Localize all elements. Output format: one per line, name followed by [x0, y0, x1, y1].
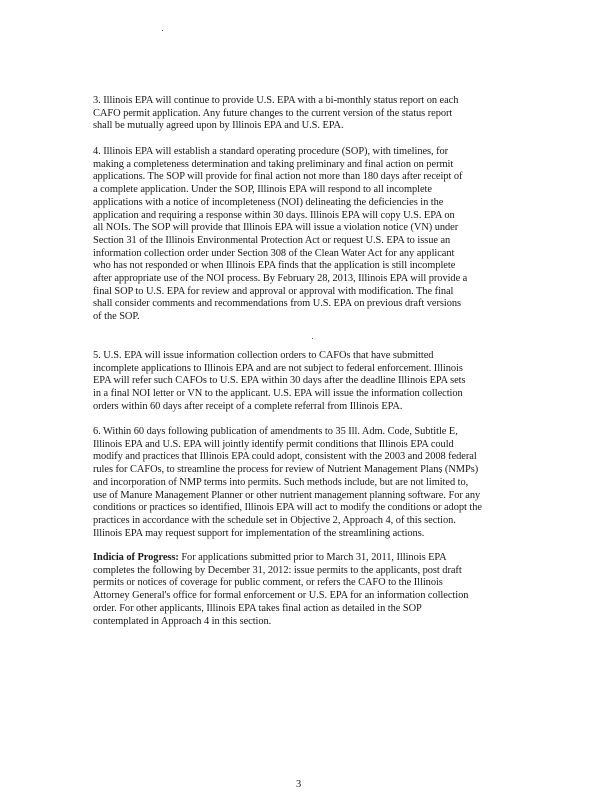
paragraph-line: application and requiring a response within 30 days. Illinois EPA will copy U.S. EPA on — [93, 209, 455, 221]
paragraph-line: who has not responded or when Illinois EPA finds that the application is still incomplete — [93, 260, 456, 272]
scan-speck — [162, 30, 163, 31]
paragraph-line: of the SOP. — [93, 311, 140, 323]
paragraph-line: Section 31 of the Illinois Environmental Protection Act or request U.S. EPA to issue an — [93, 234, 451, 246]
paragraph-line: applications with a notice of incompleteness (NOI) delineating the deficiencies in the — [93, 196, 444, 208]
paragraph-line: contemplated in Approach 4 in this section. — [93, 615, 272, 627]
paragraph-line: shall be mutually agreed upon by Illinois EPA and U.S. EPA. — [93, 120, 344, 132]
paragraph-line: making a completeness determination and taking preliminary and final action on permit — [93, 158, 454, 170]
paragraph-line: order. For other applicants, Illinois EPA takes final action as detailed in the SOP — [93, 602, 422, 614]
indicia-line-first: For applications submitted prior to March 31, 2011, Illinois EPA — [178, 552, 447, 563]
paragraph-4 — [93, 146, 523, 324]
paragraph-line: 3. Illinois EPA will continue to provide U.S. EPA with a bi-monthly status report on each — [93, 95, 459, 106]
paragraph-line: conditions or practices so identified, Illinois EPA will act to modify the conditions or adopt the — [93, 502, 482, 514]
paragraph-6 — [93, 426, 523, 540]
paragraph-line: information collection order under Section 308 of the Clean Water Act for any applicant — [93, 247, 455, 259]
paragraph-line: and incorporation of NMP terms into permits. Such methods include, but are not limited to, — [93, 476, 469, 488]
paragraph-line: incomplete applications to Illinois EPA and are not subject to federal enforcement. Illinois — [93, 362, 463, 374]
paragraph-line: permits or notices of coverage for public comment, or refers the CAFO to the Illinois — [93, 577, 443, 589]
paragraph-line: orders within 60 days after receipt of a complete referral from Illinois EPA. — [93, 400, 403, 412]
paragraph-line: completes the following by December 31, 2012: issue permits to the applicants, post draft — [93, 564, 462, 576]
paragraph-line: 5. U.S. EPA will issue information collection orders to CAFOs that have submitted — [93, 350, 434, 361]
paragraph-line: CAFO permit application. Any future changes to the current version of the status report — [93, 107, 453, 119]
paragraph-5 — [93, 350, 523, 414]
paragraph-line: Attorney General's office for formal enforcement or U.S. EPA for an information collection — [93, 590, 469, 602]
paragraph-line: all NOIs. The SOP will provide that Illinois EPA will issue a violation notice (VN) under — [93, 222, 459, 234]
page-number: 3 — [296, 779, 302, 790]
paragraph-line: after appropriate use of the NOI process. By February 28, 2013, Illinois EPA will provide a — [93, 273, 468, 285]
scan-speck — [312, 338, 313, 339]
paragraph-line: Illinois EPA may request support for implementation of the streamlining actions. — [93, 527, 425, 539]
paragraph-line: modify and practices that Illinois EPA could adopt, consistent with the 2003 and 2008 federal — [93, 451, 477, 463]
paragraph-line: 4. Illinois EPA will establish a standard operating procedure (SOP), with timelines, for — [93, 146, 449, 157]
paragraph-line: final SOP to U.S. EPA for review and approval or approval with modification. The final — [93, 285, 454, 297]
paragraph-line: shall consider comments and recommendations from U.S. EPA on previous draft versions — [93, 298, 461, 310]
paragraph-line: rules for CAFOs, to streamline the process for review of Nutrient Management Plans (NMPs) — [93, 464, 479, 476]
paragraph-line: use of Manure Management Planner or other nutrient management planning software. For any — [93, 489, 481, 501]
paragraph-line — [93, 552, 523, 565]
paragraph-line: EPA will refer such CAFOs to U.S. EPA within 30 days after the deadline Illinois EPA sets — [93, 375, 466, 387]
indicia-heading: Indicia of Progress: — [93, 552, 179, 563]
paragraph-3 — [93, 95, 523, 133]
paragraph-line: practices in accordance with the schedule set in Objective 2, Approach 4, of this section. — [93, 514, 456, 526]
paragraph-line: a complete application. Under the SOP, Illinois EPA will respond to all incomplete — [93, 184, 432, 196]
paragraph-line: in a final NOI letter or VN to the applicant. U.S. EPA will issue the information collection — [93, 388, 463, 400]
paragraph-line: Illinois EPA and U.S. EPA will jointly identify permit conditions that Illinois EPA could — [93, 438, 454, 450]
paragraph-line: applications. The SOP will provide for final action not more than 180 days after receipt of — [93, 171, 463, 183]
indicia-of-progress — [93, 552, 523, 628]
paragraph-line: 6. Within 60 days following publication of amendments to 35 Ill. Adm. Code, Subtitle E, — [93, 426, 458, 437]
